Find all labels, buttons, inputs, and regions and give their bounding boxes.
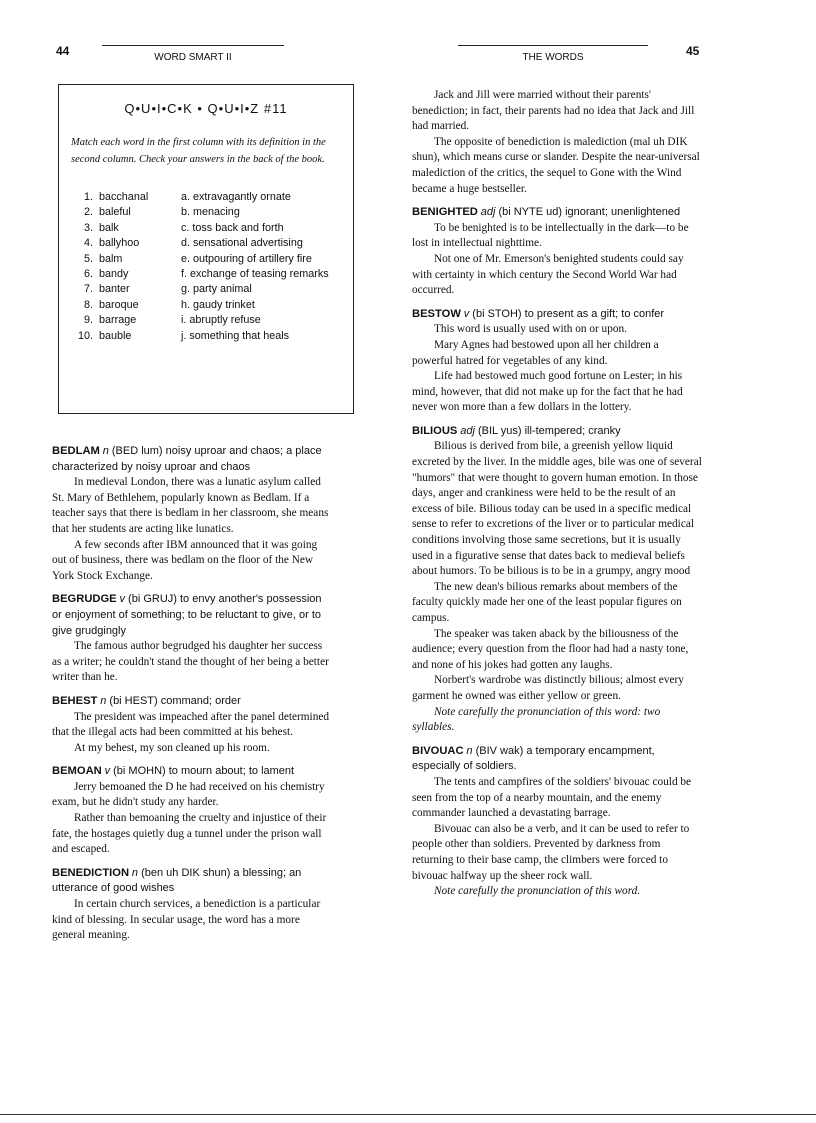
definition: (BIL yus) ill-tempered; cranky	[477, 424, 621, 437]
example: In medieval London, there was a lunatic asylum called St. Mary of Bethlehem, popularly known as Bedlam. If a teacher says that there is bedlam in her classroom, she means that her students are acting like lunatics.	[52, 476, 329, 535]
definition: (bi GRUJ) to envy another's possession or enjoyment of something; to be reluctant to give, or to give grudgingly	[52, 593, 322, 637]
entry-bestow	[412, 307, 702, 416]
part-of-speech: adj	[460, 424, 475, 437]
quiz-item-word: barrage	[99, 314, 137, 327]
right-header-rule	[458, 45, 648, 46]
example: Life had bestowed much good fortune on Lester; in his mind, however, that did not make up for the fact that he had never won more than a few dollars in the lottery.	[412, 370, 683, 414]
quiz-item-definition: f. exchange of teasing remarks	[181, 268, 329, 281]
quiz-item-number: 1.	[83, 191, 93, 203]
entry-bemoan	[52, 764, 334, 858]
entry-behest	[52, 694, 334, 756]
part-of-speech: n	[100, 694, 107, 707]
entry-bivouac	[412, 744, 702, 900]
right-running-head: THE WORDS	[522, 52, 584, 63]
headword: BILIOUS	[412, 424, 458, 437]
left-header-rule	[102, 45, 284, 46]
quiz-item-definition: i. abruptly refuse	[181, 314, 261, 327]
example: To be benighted is to be intellectually in the dark—to be lost in intellectual nighttime.	[412, 221, 689, 250]
headword: BEMOAN	[52, 765, 102, 778]
entry-bedlam	[52, 444, 334, 584]
quiz-item-definition: h. gaudy trinket	[181, 298, 255, 311]
example: Not one of Mr. Emerson's benighted students could say with certainty in which century the Second World War had occurred.	[412, 252, 684, 297]
quiz-item-definition: c. toss back and forth	[181, 221, 284, 234]
example: At my behest, my son cleaned up his room.	[74, 741, 270, 754]
quiz-item-number: 8.	[83, 298, 93, 311]
quiz-item-definition: j. something that heals	[181, 329, 290, 342]
right-column	[412, 88, 702, 908]
example: The opposite of benediction is malediction (mal uh DIK shun), which means curse or slander. Despite the near-universal malediction of the critics, the sequel to Gone with the Wind became a huge bestseller.	[412, 135, 700, 195]
headword: BEGRUDGE	[52, 593, 117, 606]
part-of-speech: v	[104, 765, 111, 778]
part-of-speech: n	[131, 866, 139, 879]
quiz-item-number: 9.	[83, 314, 93, 327]
quiz-items	[73, 190, 341, 344]
definition: (bi NYTE ud) ignorant; unenlightened	[498, 206, 681, 219]
headword: BENEDICTION	[52, 866, 130, 879]
headword: BEDLAM	[52, 445, 100, 457]
example: Bivouac can also be a verb, and it can be used to refer to people other than soldiers. Prevented by darkness from returning to their base camp, the climbers were forced to bivouac halfway up the sheer rock wall.	[412, 822, 690, 882]
quiz-item-word: balm	[99, 252, 123, 265]
quiz-item-number: 5.	[83, 252, 93, 265]
example: Mary Agnes had bestowed upon all her children a powerful hatred for vegetables of any kind.	[412, 338, 659, 367]
entry-begrudge	[52, 592, 334, 686]
quiz-item-word: bandy	[99, 268, 129, 281]
example: Norbert's wardrobe was distinctly bilious; almost every garment he owned was either yellow or green.	[412, 674, 684, 702]
quiz-item-word: bauble	[99, 329, 132, 342]
quiz-item-number: 10.	[77, 329, 93, 342]
headword: BENIGHTED	[412, 206, 478, 219]
quiz-item-number: 4.	[83, 237, 93, 250]
definition: (bi STOH) to present as a gift; to confer	[472, 307, 665, 320]
entry-benediction	[52, 866, 334, 944]
example: The famous author begrudged his daughter her success as a writer; he couldn't stand the thought of her being a better writer than he.	[52, 640, 329, 684]
quiz-item-word: balk	[99, 221, 119, 234]
entry-bilious	[412, 424, 702, 736]
bottom-edge-rule	[0, 1114, 816, 1115]
example: The speaker was taken aback by the biliousness of the audience; every question from the floor had had a nasty tone, and none of his jokes had gotten any laughs.	[412, 627, 689, 671]
entry-benediction-continued	[412, 88, 702, 197]
definition: (BIV wak) a temporary encampment, especially of soldiers.	[412, 744, 655, 773]
quiz-item-number: 3.	[83, 221, 93, 234]
quiz-item-definition: b. menacing	[181, 206, 240, 219]
example: Rather than bemoaning the cruelty and injustice of their fate, the hostages quietly dug a tunnel under the prison wall and escaped.	[52, 812, 327, 856]
example: The new dean's bilious remarks about members of the faculty quickly made her one of the least popular figures on campus.	[412, 580, 682, 624]
definition: (bi MOHN) to mourn about; to lament	[113, 765, 295, 778]
example: This word is usually used with on or upon.	[434, 323, 627, 336]
part-of-speech: v	[119, 593, 125, 606]
quiz-item-definition: e. outpouring of artillery fire	[181, 252, 312, 265]
headword: BEHEST	[52, 694, 98, 707]
example: In certain church services, a benediction is a particular kind of blessing. In secular usage, the word has a more general meaning.	[52, 898, 321, 942]
quiz-item-word: bacchanal	[99, 191, 149, 203]
headword: BIVOUAC	[412, 744, 464, 757]
part-of-speech: n	[102, 445, 109, 457]
example: Jerry bemoaned the D he had received on his chemistry exam, but he didn't study any harder.	[52, 780, 325, 809]
quiz-item-number: 6.	[83, 268, 93, 281]
quick-quiz-box	[58, 84, 354, 414]
left-running-head: WORD SMART II	[154, 52, 232, 63]
quiz-item-definition: g. party animal	[181, 283, 252, 296]
example: Bilious is derived from bile, a greenish yellow liquid excreted by the liver. In the middle ages, bile was one of several "humors" that were thought to govern human emotion. In those days, anger and crankiness were held to be the result of an excess of bile. Bilious today can be used in a specific medical sense to refer to excretions of the liver or to particular medical conditions involving those same secretions, but it is usually used in a figurative sense that dates back to medieval beliefs about humors. To be bilious is to be in a grumpy, angry mood	[412, 440, 702, 578]
quiz-item-word: baleful	[99, 206, 131, 219]
right-page-number: 45	[686, 44, 700, 58]
left-page-number: 44	[56, 44, 70, 58]
quiz-item-number: 7.	[83, 283, 93, 296]
example: The president was impeached after the panel determined that the illegal acts had been committed at his behest.	[52, 710, 330, 739]
quiz-item-definition: a. extravagantly ornate	[181, 191, 291, 203]
quiz-item-word: ballyhoo	[99, 237, 140, 250]
part-of-speech: v	[463, 307, 470, 320]
definition: (ben uh DIK shun) a blessing; an utterance of good wishes	[52, 866, 302, 895]
quiz-item-word: banter	[99, 283, 130, 296]
definition: (bi HEST) command; order	[109, 694, 241, 707]
example: The tents and campfires of the soldiers' bivouac could be seen from the top of a nearby mountain, and the enemy commander launched a devastating barrage.	[412, 775, 692, 820]
example: Jack and Jill were married without their parents' benediction; in fact, their parents had no idea that Jack and Jill had married.	[412, 89, 695, 133]
quiz-item-word: baroque	[99, 298, 139, 311]
part-of-speech: n	[466, 744, 473, 757]
quiz-item-definition: d. sensational advertising	[181, 237, 303, 250]
part-of-speech: adj	[480, 206, 496, 219]
left-column	[52, 444, 334, 952]
example: A few seconds after IBM announced that it was going out of business, there was bedlam on the floor of the New York Stock Exchange.	[52, 538, 318, 582]
quiz-title: Q•U•I•C•K • Q•U•I•Z #11	[124, 101, 288, 116]
definition: (BED lum) noisy uproar and chaos; a place characterized by noisy uproar and chaos	[52, 445, 322, 473]
pronunciation-note: Note carefully the pronunciation of this word: two syllables.	[412, 705, 661, 734]
entry-benighted	[412, 205, 702, 299]
pronunciation-note: Note carefully the pronunciation of this word.	[434, 885, 641, 898]
quiz-instructions: Match each word in the first column with its definition in the second column. Check your answers in the back of the book.	[71, 137, 326, 165]
quiz-item-number: 2.	[83, 206, 93, 219]
headword: BESTOW	[412, 307, 461, 320]
